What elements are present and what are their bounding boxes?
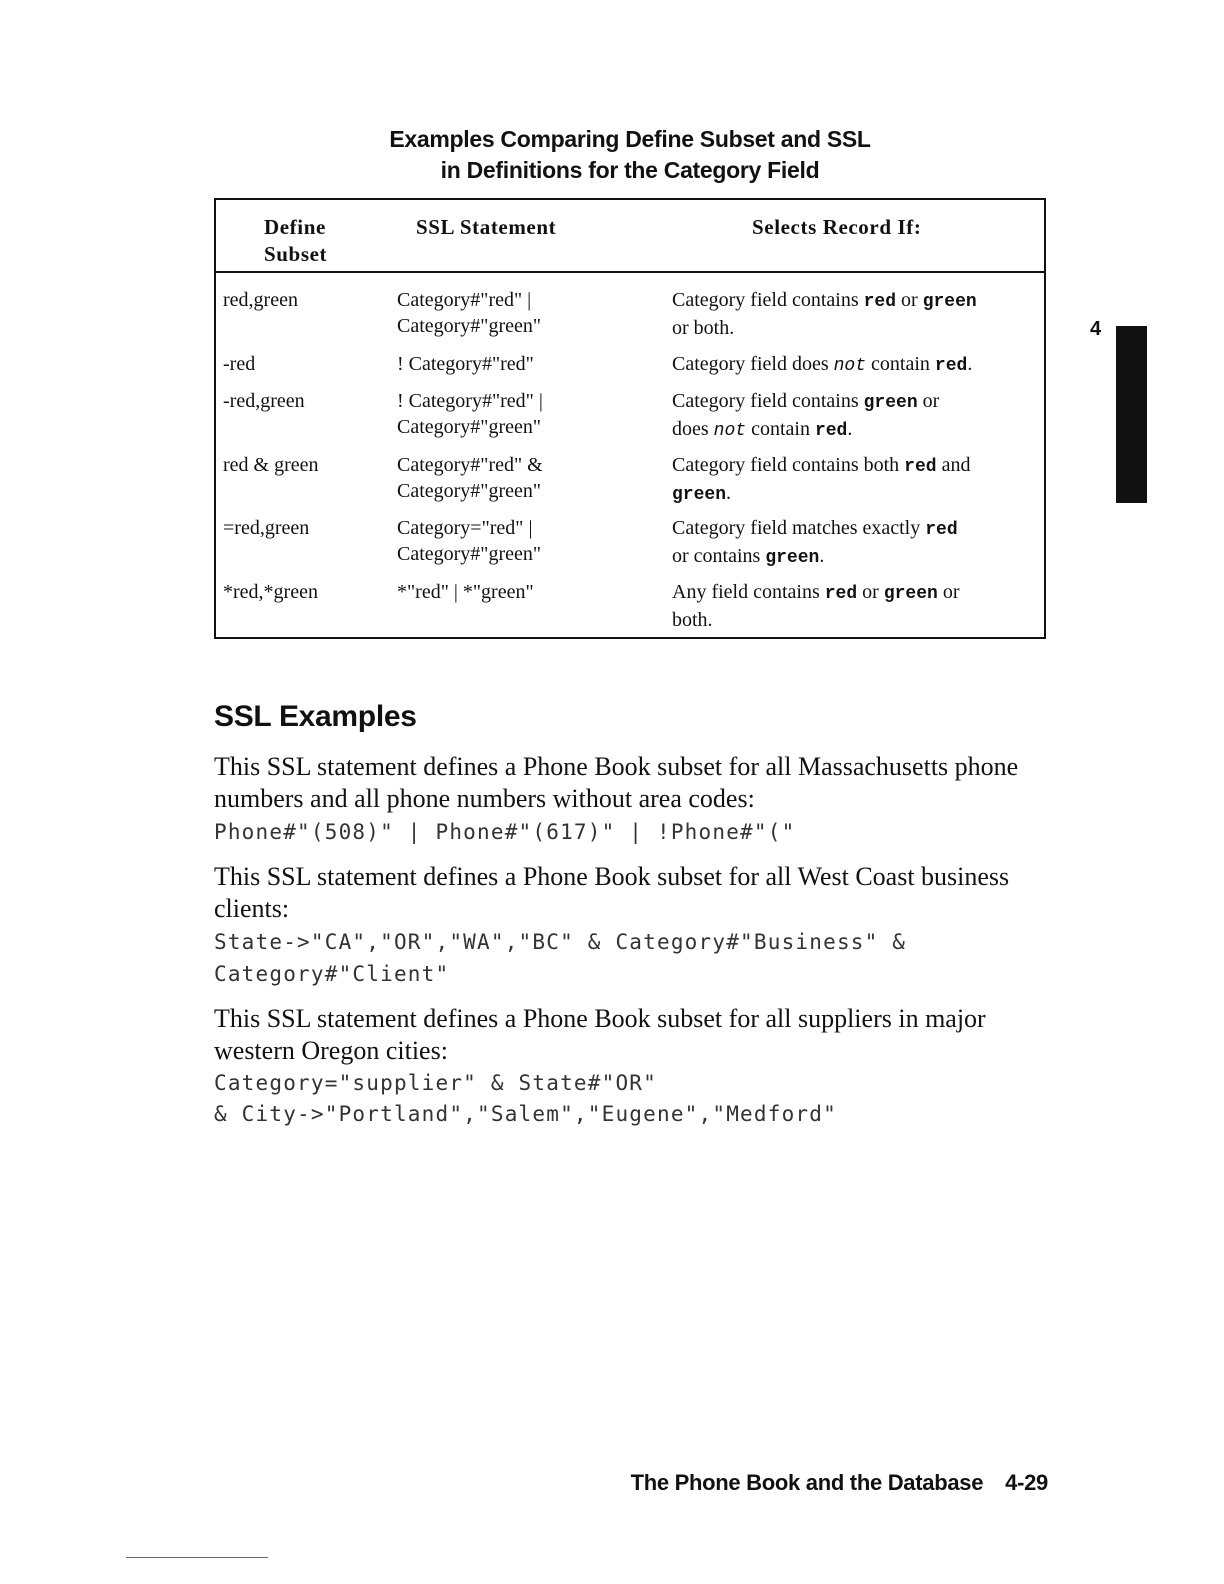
selects-text: or — [857, 581, 884, 603]
selects-cell — [672, 515, 1042, 571]
selects-text: or — [896, 289, 923, 311]
selects-term: green — [883, 584, 938, 604]
header-ssl-statement: SSL Statement — [416, 215, 557, 239]
selects-term: red — [934, 356, 968, 376]
code-line: Category#"Client" — [214, 962, 450, 986]
selects-term: red — [925, 520, 958, 540]
example-paragraph: This SSL statement defines a Phone Book subset for all suppliers in major western Oregon cities: — [214, 1004, 986, 1065]
footnote-rule — [126, 1557, 268, 1558]
code-line: Phone#"(508)" | Phone#"(617)" | !Phone#"(" — [214, 820, 796, 844]
selects-text: or does — [672, 390, 940, 440]
define-cell: =red,green — [223, 517, 310, 539]
comparison-table — [214, 198, 1046, 639]
selects-text: or contains — [672, 545, 761, 567]
selects-term: green — [922, 292, 977, 312]
selects-text: . — [967, 353, 973, 375]
example-paragraph: This SSL statement defines a Phone Book subset for all West Coast business clients: — [214, 862, 1010, 923]
selects-cell — [672, 452, 1042, 508]
header-selects-record: Selects Record If: — [752, 215, 922, 239]
selects-term: green — [765, 548, 820, 568]
ssl-cell: ! Category#"red" | Category#"green" — [397, 390, 543, 438]
define-cell: red,green — [223, 289, 298, 311]
selects-text: Category field matches exactly — [672, 517, 926, 539]
selects-text: Any field contains — [672, 581, 825, 603]
selects-term: green — [863, 393, 918, 413]
selects-cell — [672, 388, 1042, 444]
selects-term: red — [863, 292, 897, 312]
ssl-cell: *"red" | *"green" — [397, 581, 534, 603]
selects-text: . — [847, 418, 853, 440]
selects-term: green — [672, 485, 727, 505]
selects-text: or both. — [672, 317, 735, 339]
selects-text: Category field does — [672, 353, 834, 375]
define-cell: *red,*green — [223, 581, 318, 603]
selects-text: Category field contains both — [672, 454, 905, 476]
header-divider — [216, 271, 1044, 273]
section-title: SSL Examples — [214, 700, 417, 733]
code-line: & City->"Portland","Salem","Eugene","Medford" — [214, 1102, 837, 1126]
footer-chapter-title: The Phone Book and the Database — [630, 1470, 984, 1495]
ssl-cell: Category="red" | Category#"green" — [397, 517, 542, 565]
table-title-line2: in Definitions for the Category Field — [440, 157, 820, 183]
ssl-cell: Category#"red" & Category#"green" — [397, 454, 543, 502]
code-line: State->"CA","OR","WA","BC" & Category#"Business" & — [214, 930, 907, 954]
selects-term: not — [833, 356, 867, 376]
define-cell: -red — [223, 353, 256, 375]
selects-cell — [672, 579, 1042, 635]
selects-text: Category field contains — [672, 289, 864, 311]
selects-text: . — [819, 545, 825, 567]
selects-term: not — [713, 421, 747, 441]
define-cell: red & green — [223, 454, 319, 476]
selects-text: . — [726, 482, 732, 504]
selects-text: Category field contains — [672, 390, 864, 412]
ssl-cell: Category#"red" | Category#"green" — [397, 289, 542, 337]
footer-page-number: 4-29 — [1005, 1470, 1048, 1495]
page-footer — [631, 1470, 1048, 1496]
selects-cell — [672, 287, 1042, 343]
selects-term: red — [904, 457, 937, 477]
selects-text: or both. — [672, 581, 960, 631]
code-line: Category="supplier" & State#"OR" — [214, 1071, 657, 1095]
chapter-tab-number: 4 — [1090, 318, 1102, 340]
header-define-subset: Define Subset — [264, 215, 328, 266]
table-title — [214, 124, 1046, 186]
selects-term: red — [824, 584, 858, 604]
selects-text: and — [941, 454, 971, 476]
selects-term: red — [814, 421, 848, 441]
chapter-tab-marker — [1116, 326, 1147, 503]
table-title-line1: Examples Comparing Define Subset and SSL — [389, 126, 871, 152]
selects-cell — [672, 351, 1042, 379]
selects-text: contain — [746, 418, 815, 440]
define-cell: -red,green — [223, 390, 305, 412]
selects-text: contain — [866, 353, 935, 375]
ssl-cell: ! Category#"red" — [397, 353, 534, 375]
example-paragraph: This SSL statement defines a Phone Book subset for all Massachusetts phone numbers and all phone numbers without area codes: — [214, 752, 1019, 813]
